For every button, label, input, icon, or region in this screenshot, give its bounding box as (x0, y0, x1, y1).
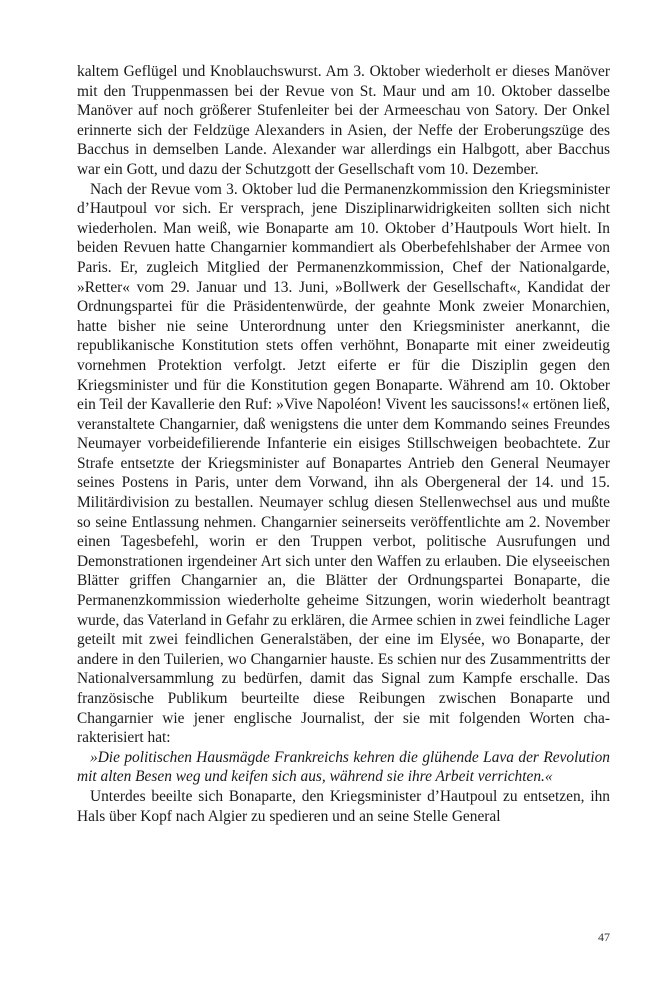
paragraph-quote: »Die politischen Hausmägde Frankreichs kehren die glühende Lava der Revolution mit alten Besen weg und keifen sich aus, während sie ihre Arbeit verrichten.« (77, 748, 610, 786)
paragraph-continuation: kaltem Geflügel und Knoblauchswurst. Am 3. Oktober wiederholt er dieses Manöver mit den Truppenmassen bei der Revue von St. Maur und am 10. Oktober dasselbe Manöver auf noch größerer Stufenleiter bei der Armeeschau von Satory. Der Onkel erinnerte sich der Feldzüge Alexanders in Asien, der Neffe der Eroberungszüge des Bacchus in demselben Lande. Alexander war allerdings ein Halbgott, aber Bacchus war ein Gott, und dazu der Schutzgott der Gesellschaft vom 10. Dezember. (77, 63, 610, 178)
page-body (77, 62, 610, 826)
paragraph-revue: Nach der Revue vom 3. Oktober lud die Permanenzkommission den Kriegsminister d’Hautpoul vor sich. Er versprach, jene Disziplinarwidrigkeiten sollten sich nicht wiederholen. Man weiß, wie Bonaparte am 10. Oktober d’Hautpouls Wort hielt. In beiden Revuen hatte Changarnier kommandiert als Oberbefehlshaber der Armee von Paris. Er, zugleich Mitglied der Permanenzkommission, Chef der Nationalgarde, »Retter« vom 29. Januar und 13. Juni, »Bollwerk der Gesellschaft«, Kandidat der Ordnungspartei für die Präsidentenwürde, der geahnte Monk zweier Monarchien, hatte bisher nie seine Unterordnung unter den Kriegsminister anerkannt, die republikanische Konstitution stets offen verhöhnt, Bonaparte mit einer zweideutig vornehmen Protektion verfolgt. Jetzt eiferte er für die Disziplin gegen den Kriegsminister und für die Konstitution gegen Bonaparte. Während am 10. Oktober ein Teil der Kavallerie den Ruf: »Vive Napoléon! Vivent les saucissons!« ertönen ließ, veranstaltete Changarnier, daß wenigstens die unter dem Kommando seines Freundes Neumayer vorbeidefilierende Infanterie ein eisiges Stillschweigen beobachtete. Zur Strafe entsetzte der Kriegsminister auf Bonapartes Antrieb den General Neumayer seines Postens in Paris, unter dem Vorwand, ihn als Obergeneral der 14. und 15. Militärdivision zu bestallen. Neumayer schlug diesen Stellenwechsel aus und mußte so seine Entlassung nehmen. Changarnier seinerseits veröffentlichte am 2. November einen Tagesbefehl, worin er den Truppen verbot, politische Ausrufungen und Demonstrationen irgendeiner Art sich unter den Waffen zu erlauben. Die elyseeischen Blätter griffen Changarnier an, die Blätter der Ordnungspartei Bonaparte, die Permanenzkommission wiederholte geheime Sitzungen, worin wiederholt beantragt wurde, das Vaterland in Gefahr zu erklären, die Armee schien in zwei feindliche Lager geteilt mit zwei feindlichen Generalstäben, der eine im Elysée, wo Bonaparte, der andere in den Tuilerien, wo Changarnier hauste. Es schien nur des Zusammentritts der Nationalversammlung zu bedürfen, damit das Signal zum Kampfe erschalle. Das französische Publikum beurteilte diese Reibungen zwischen Bonaparte und Changarnier wie jener englische Journalist, der sie mit folgenden Worten charakterisiert hat: (77, 180, 610, 747)
paragraph-final: Unterdes beeilte sich Bonaparte, den Kriegsminister d’Hautpoul zu entsetzen, ihn Hals über Kopf nach Algier zu spedieren und an seine Stelle General (77, 787, 610, 825)
page-number: 47 (598, 930, 610, 944)
